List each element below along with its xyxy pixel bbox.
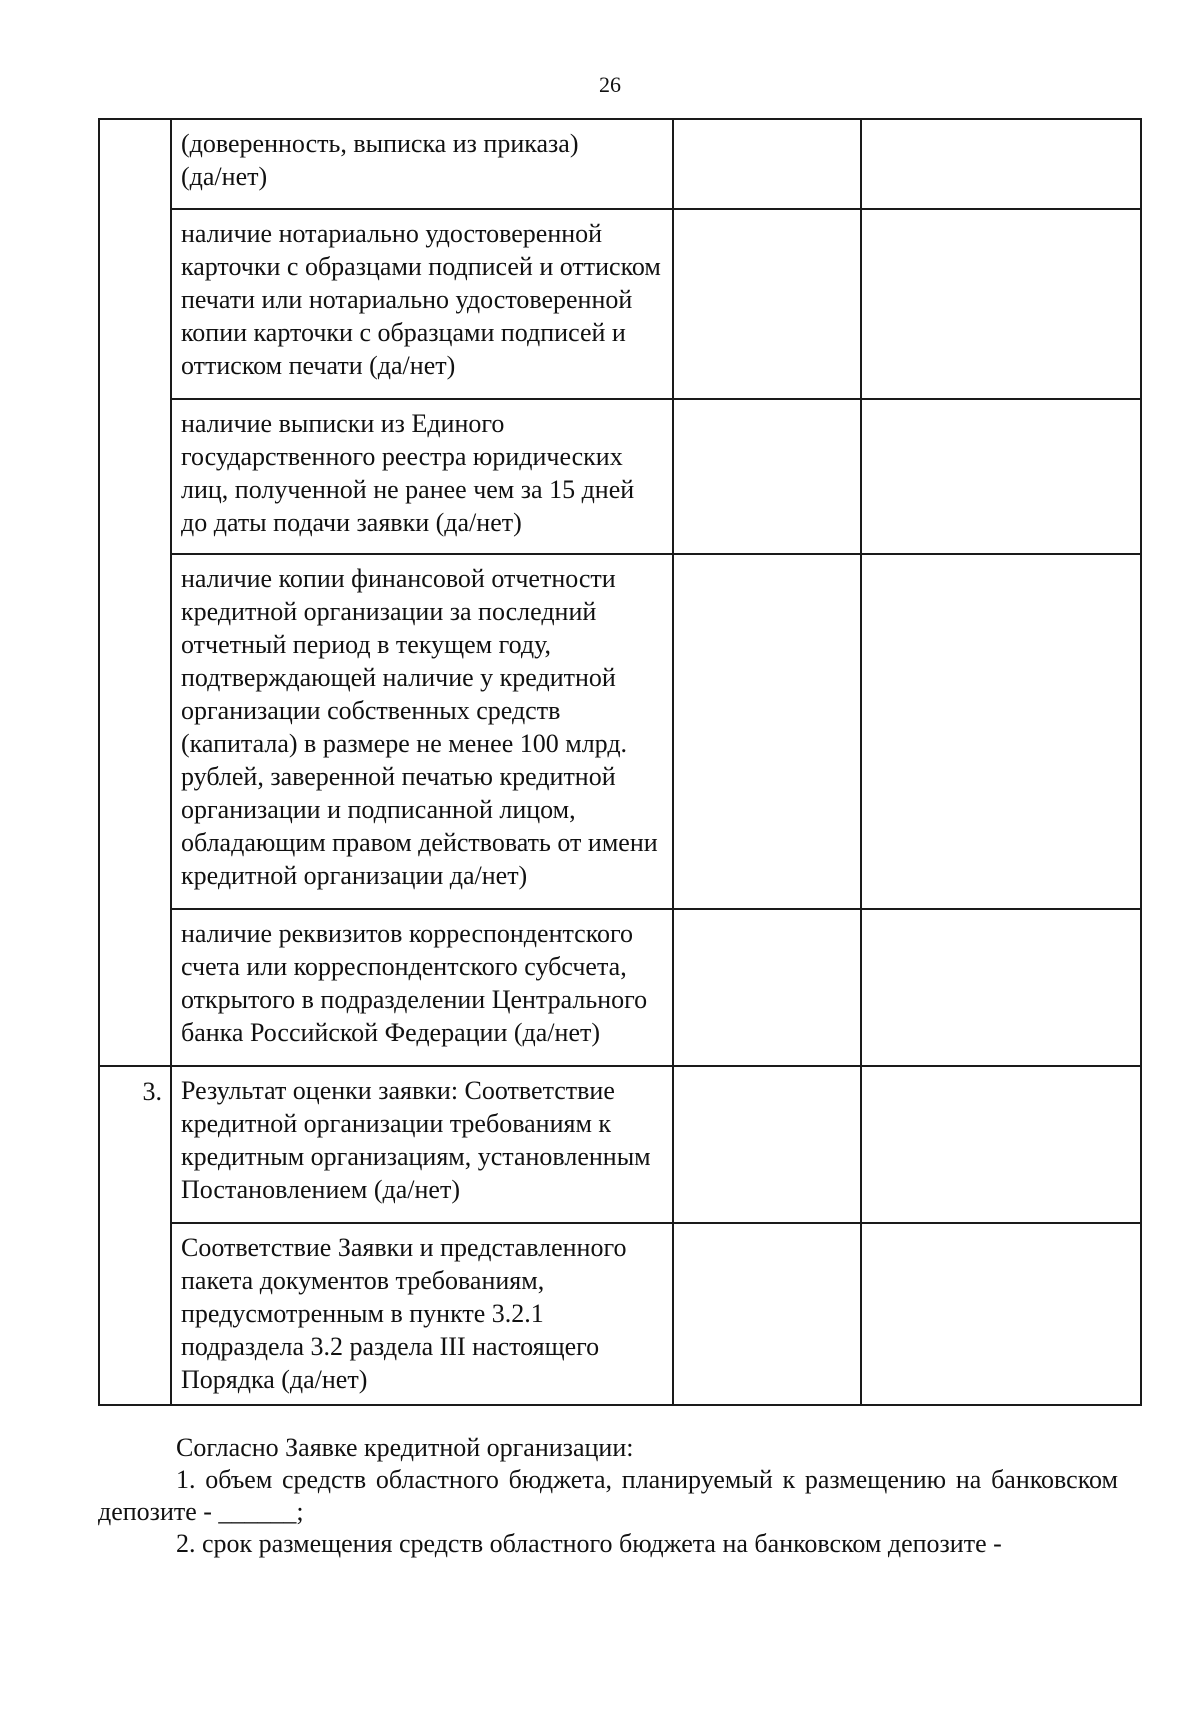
criterion-text-cell: [171, 1066, 673, 1223]
note-cell: [861, 209, 1141, 399]
table-row: [99, 1223, 1141, 1405]
note-cell: [861, 399, 1141, 554]
intro-paragraph: Согласно Заявке кредитной организации:: [176, 1433, 634, 1462]
table-row: [99, 119, 1141, 209]
criterion-text-cell: [171, 554, 673, 909]
page-number: 26: [599, 72, 621, 97]
row-number-cell: [99, 1223, 171, 1405]
note-cell: [861, 119, 1141, 209]
item-2-paragraph: 2. срок размещения средств областного бюджета на банковском депозите -: [176, 1529, 1002, 1558]
value-cell: [673, 209, 861, 399]
value-cell: [673, 119, 861, 209]
value-cell: [673, 554, 861, 909]
table-row: [99, 909, 1141, 1066]
row-number-cell: [99, 909, 171, 1066]
criterion-text: наличие реквизитов корреспондентского счета или корреспондентского субсчета, открытого в подразделении Центрального банка Российской Федерации (да/нет): [181, 919, 648, 1047]
table-row: [99, 209, 1141, 399]
value-cell: [673, 1066, 861, 1223]
criterion-text-cell: [171, 119, 673, 209]
criterion-text-cell: [171, 209, 673, 399]
value-cell: [673, 399, 861, 554]
row-number-cell: [99, 399, 171, 554]
row-number-cell: [99, 209, 171, 399]
row-number-cell: 3.: [99, 1066, 171, 1223]
criterion-text-cell: [171, 1223, 673, 1405]
criterion-text: Соответствие Заявки и представленного пакета документов требованиям, предусмотренным в пункте 3.2.1 подраздела 3.2 раздела III настоящего Порядка (да/нет): [181, 1233, 627, 1394]
row-number-cell: [99, 119, 171, 209]
criterion-text: наличие копии финансовой отчетности кредитной организации за последний отчетный период в текущем году, подтверждающей наличие у кредитной организации собственных средств (капитала) в размере не менее 100 млрд. рублей, заверенной печатью кредитной организации и подписанной лицом, обладающим правом действовать от имени кредитной организации да/нет): [181, 564, 658, 890]
criteria-table: [98, 118, 1142, 1406]
item-1-paragraph: 1. объем средств областного бюджета, планируемый к размещению на банковском депозите - ______;: [98, 1465, 1118, 1526]
after-table-text: [98, 1432, 1118, 1560]
criterion-text-cell: [171, 399, 673, 554]
criterion-text-cell: [171, 909, 673, 1066]
table-row: [99, 399, 1141, 554]
criterion-text: (доверенность, выписка из приказа) (да/нет): [181, 129, 579, 191]
note-cell: [861, 1223, 1141, 1405]
criterion-text: наличие выписки из Единого государственного реестра юридических лиц, полученной не ранее чем за 15 дней до даты подачи заявки (да/нет): [181, 409, 635, 537]
note-cell: [861, 554, 1141, 909]
value-cell: [673, 1223, 861, 1405]
criterion-text: Результат оценки заявки: Соответствие кредитной организации требованиям к кредитным организациям, установленным Постановлением (да/нет): [181, 1076, 651, 1204]
value-cell: [673, 909, 861, 1066]
row-number-cell: [99, 554, 171, 909]
table-row: [99, 1066, 1141, 1223]
criterion-text: наличие нотариально удостоверенной карточки с образцами подписей и оттиском печати или нотариально удостоверенной копии карточки с образцами подписей и оттиском печати (да/нет): [181, 219, 661, 380]
note-cell: [861, 909, 1141, 1066]
note-cell: [861, 1066, 1141, 1223]
table-row: [99, 554, 1141, 909]
